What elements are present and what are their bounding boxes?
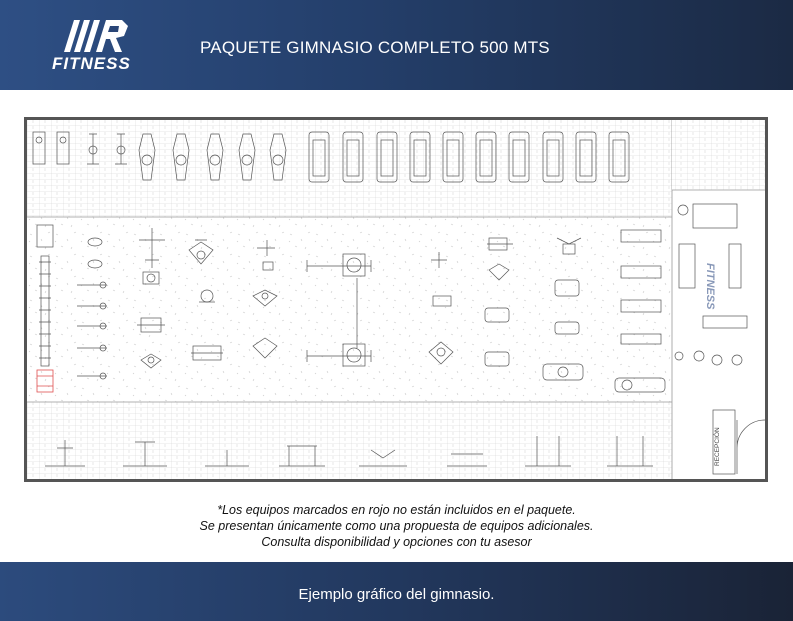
disclaimer-line-2: Se presentan únicamente como una propuesta de equipos adicionales.	[199, 519, 594, 533]
disclaimer-note	[0, 502, 793, 550]
logo-subtitle: FITNESS	[52, 54, 131, 73]
disclaimer-line-1: *Los equipos marcados en rojo no están incluidos en el paquete.	[217, 503, 576, 517]
header-banner	[0, 0, 793, 90]
entrance-door	[737, 420, 765, 474]
footer-banner	[0, 562, 793, 621]
logo-mark-icon	[58, 18, 136, 54]
mr-fitness-logo	[50, 18, 136, 74]
disclaimer-line-3: Consulta disponibilidad y opciones con tu asesor	[261, 535, 532, 549]
gym-floor-plan	[24, 117, 768, 482]
reception-label: RECEPCIÓN	[714, 427, 721, 466]
page-title: PAQUETE GIMNASIO COMPLETO 500 MTS	[200, 38, 550, 57]
footer-caption: Ejemplo gráfico del gimnasio.	[298, 586, 495, 603]
wall-fitness-logo: FITNESS	[704, 263, 716, 310]
floor-plan-drawing	[27, 120, 765, 479]
free-weights-zone-floor	[27, 402, 672, 479]
cardio-zone-floor	[27, 120, 672, 217]
